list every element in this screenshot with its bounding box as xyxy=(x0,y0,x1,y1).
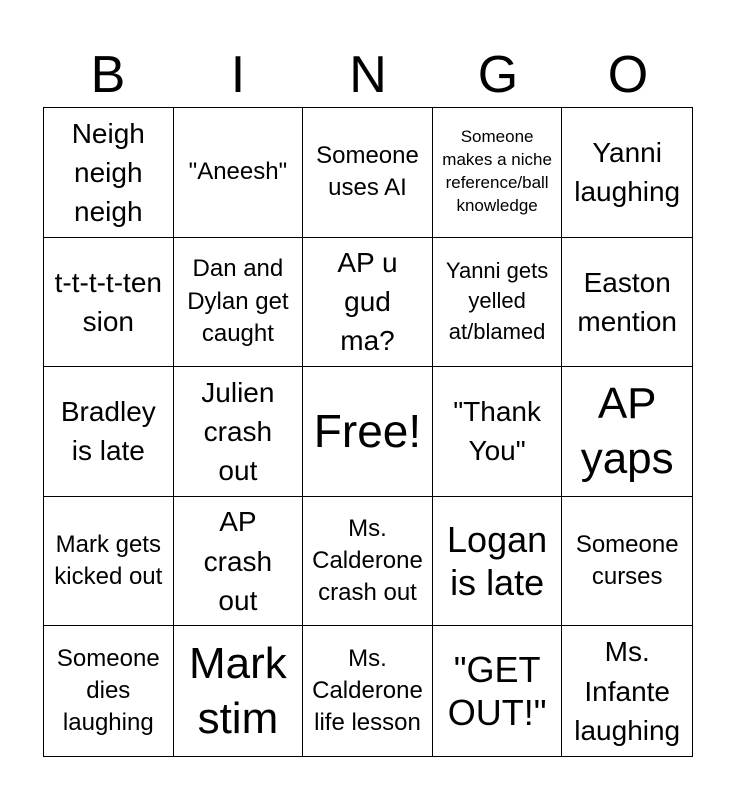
cell-text: Mark gets kicked out xyxy=(54,530,163,591)
bingo-cell[interactable] xyxy=(174,108,304,238)
bingo-board xyxy=(43,107,693,757)
header-letter-i: I xyxy=(230,46,246,104)
header-letter-o: O xyxy=(607,46,649,104)
bingo-cell[interactable] xyxy=(174,497,304,627)
cell-text: Free! xyxy=(313,405,422,458)
cell-text: Julien crash out xyxy=(201,376,275,487)
cell-text: "Thank You" xyxy=(453,396,541,467)
bingo-cell[interactable] xyxy=(174,238,304,368)
bingo-cell[interactable] xyxy=(174,367,304,497)
bingo-cell[interactable] xyxy=(44,497,174,627)
bingo-cell[interactable] xyxy=(174,626,304,756)
bingo-cell[interactable] xyxy=(433,497,563,627)
bingo-cell[interactable] xyxy=(562,497,692,627)
bingo-header xyxy=(43,44,693,106)
cell-text: Someone makes a niche reference/ball knowledge xyxy=(442,127,552,216)
bingo-cell[interactable] xyxy=(433,367,563,497)
bingo-cell[interactable] xyxy=(44,367,174,497)
bingo-cell[interactable] xyxy=(303,626,433,756)
cell-text: Neigh neigh neigh xyxy=(71,117,145,227)
free-space-cell[interactable] xyxy=(303,367,433,497)
cell-text: Someone uses AI xyxy=(316,141,419,202)
header-letter-b: B xyxy=(90,46,126,104)
cell-text: Ms. Calderone crash out xyxy=(312,514,423,607)
cell-text: Ms. Calderone life lesson xyxy=(312,644,423,737)
bingo-cell[interactable] xyxy=(562,367,692,497)
cell-text: Yanni laughing xyxy=(574,137,681,208)
bingo-cell[interactable] xyxy=(433,238,563,368)
bingo-cell[interactable] xyxy=(303,497,433,627)
cell-text: AP crash out xyxy=(203,506,273,616)
bingo-cell[interactable] xyxy=(44,626,174,756)
cell-text: Logan is late xyxy=(447,518,548,604)
bingo-cell[interactable] xyxy=(562,108,692,238)
header-letter-g: G xyxy=(477,46,519,104)
cell-text: Mark stim xyxy=(189,639,287,744)
cell-text: Yanni gets yelled at/blamed xyxy=(445,257,549,345)
bingo-cell[interactable] xyxy=(303,238,433,368)
bingo-cell[interactable] xyxy=(562,626,692,756)
cell-text: Bradley is late xyxy=(60,396,156,467)
header-letter-n: N xyxy=(349,46,387,104)
bingo-cell[interactable] xyxy=(303,108,433,238)
cell-text: Someone dies laughing xyxy=(56,644,160,737)
bingo-cell[interactable] xyxy=(433,626,563,756)
bingo-cell[interactable] xyxy=(433,108,563,238)
cell-text: Someone curses xyxy=(575,530,679,591)
cell-text: "Aneesh" xyxy=(188,158,288,186)
cell-text: t-t-t-t-tension xyxy=(54,266,162,337)
bingo-cell[interactable] xyxy=(562,238,692,368)
cell-text: AP u gud ma? xyxy=(337,247,398,357)
cell-text: Dan and Dylan get caught xyxy=(187,255,289,348)
cell-text: AP yaps xyxy=(580,379,674,484)
cell-text: "GET OUT!" xyxy=(447,649,547,734)
cell-text: Easton mention xyxy=(577,266,677,337)
cell-text: Ms. Infante laughing xyxy=(574,636,681,746)
bingo-cell[interactable] xyxy=(44,108,174,238)
bingo-cell[interactable] xyxy=(44,238,174,368)
